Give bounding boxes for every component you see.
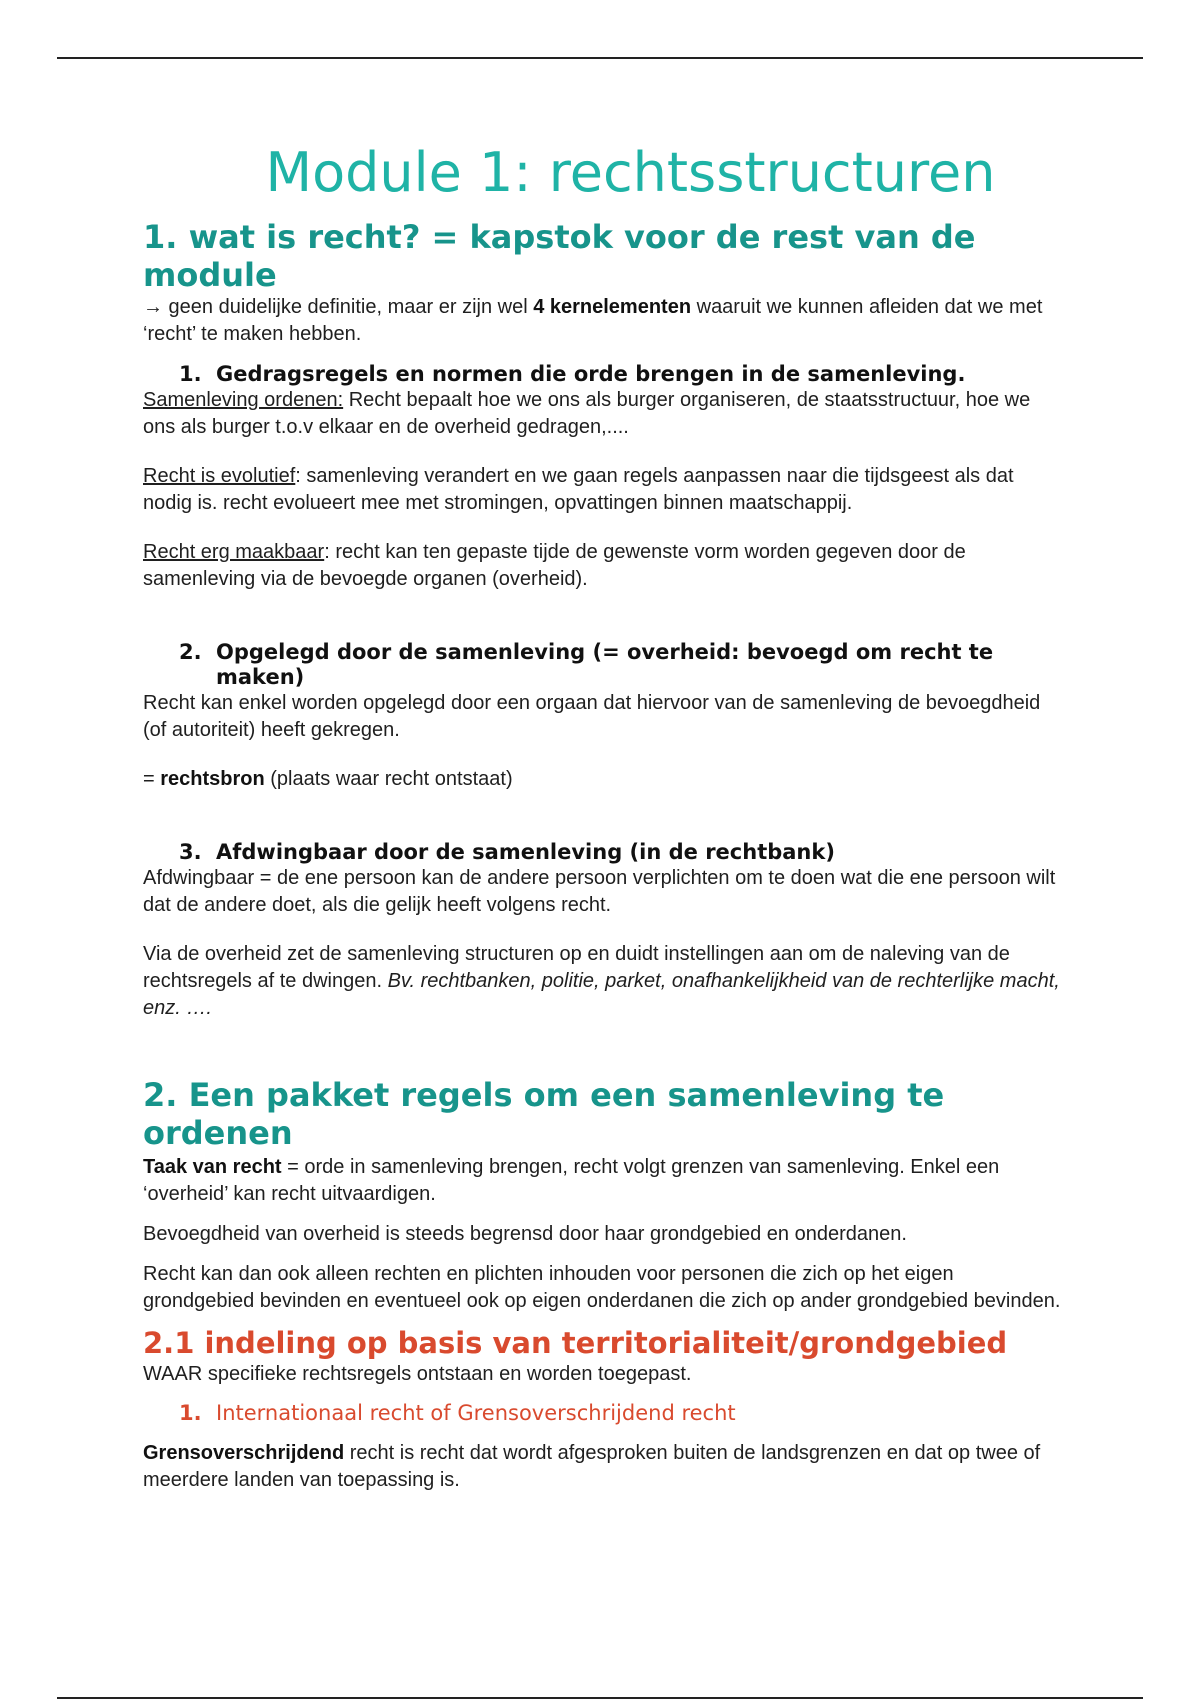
element-1-paragraph-1: Samenleving ordenen: Recht bepaalt hoe we ons als burger organiseren, de staatsstructuur, hoe we ons als burger t.o.v elkaar en de overheid gedragen,.... bbox=[143, 389, 1031, 438]
document-body bbox=[143, 138, 1063, 1494]
page-title: Module 1: rechtsstructuren bbox=[265, 141, 996, 204]
element-3-paragraph-1: Afdwingbaar = de ene persoon kan de andere persoon verplichten om te doen wat die ene persoon wilt dat de andere doet, als die gelijk heeft volgens recht. bbox=[143, 867, 1056, 916]
bottom-rule bbox=[57, 1697, 1143, 1699]
section-2-paragraph-2: Bevoegdheid van overheid is steeds begrensd door haar grondgebied en onderdanen. bbox=[143, 1223, 907, 1245]
section-2-paragraph-3: Recht kan dan ook alleen rechten en plichten inhouden voor personen die zich op het eigen grondgebied bevinden en eventueel ook op eigen onderdanen die zich op ander grondgebied bevinden. bbox=[143, 1263, 1061, 1312]
element-1-paragraph-2: Recht is evolutief: samenleving verandert en we gaan regels aanpassen naar die tijdsgeest als dat nodig is. recht evolueert mee met stromingen, opvattingen binnen maatschappij. bbox=[143, 465, 1014, 514]
subsection-2-1-heading: 2.1 indeling op basis van territorialiteit/grondgebied bbox=[143, 1326, 1008, 1360]
element-1-heading: 1. Gedragsregels en normen die orde brengen in de samenleving. bbox=[179, 362, 966, 386]
section-1-heading: 1. wat is recht? = kapstok voor de rest van de module bbox=[143, 218, 976, 294]
section-2-heading: 2. Een pakket regels om een samenleving te ordenen bbox=[143, 1076, 945, 1152]
list-item-international-law: 1. Internationaal recht of Grensoverschrijdend recht bbox=[179, 1401, 736, 1425]
section-1-intro: → geen duidelijke definitie, maar er zijn wel 4 kernelementen waaruit we kunnen afleiden dat we met ‘recht’ te maken hebben. bbox=[143, 296, 1043, 345]
element-2-paragraph-1: Recht kan enkel worden opgelegd door een orgaan dat hiervoor van de samenleving de bevoegdheid (of autoriteit) heeft gekregen. bbox=[143, 692, 1041, 741]
element-2-heading: 2. Opgelegd door de samenleving (= overheid: bevoegd om recht te maken) bbox=[179, 640, 994, 689]
element-2-paragraph-2: = rechtsbron (plaats waar recht ontstaat) bbox=[143, 768, 513, 790]
element-1-paragraph-3: Recht erg maakbaar: recht kan ten gepaste tijde de gewenste vorm worden gegeven door de samenleving via de bevoegde organen (overheid). bbox=[143, 541, 966, 590]
element-3-heading: 3. Afdwingbaar door de samenleving (in de rechtbank) bbox=[179, 840, 835, 864]
top-rule bbox=[57, 57, 1143, 59]
section-2-paragraph-1: Taak van recht = orde in samenleving brengen, recht volgt grenzen van samenleving. Enkel een ‘overheid’ kan recht uitvaardigen. bbox=[143, 1156, 1000, 1205]
element-3-paragraph-2: Via de overheid zet de samenleving structuren op en duidt instellingen aan om de naleving van de rechtsregels af te dwingen. Bv. rechtbanken, politie, parket, onafhankelijkheid van de rechterlijke macht, enz. …. bbox=[143, 943, 1060, 1019]
subsection-2-1-intro: WAAR specifieke rechtsregels ontstaan en worden toegepast. bbox=[143, 1363, 692, 1385]
subsection-2-1-paragraph: Grensoverschrijdend recht is recht dat wordt afgesproken buiten de landsgrenzen en dat op twee of meerdere landen van toepassing is. bbox=[143, 1442, 1041, 1491]
